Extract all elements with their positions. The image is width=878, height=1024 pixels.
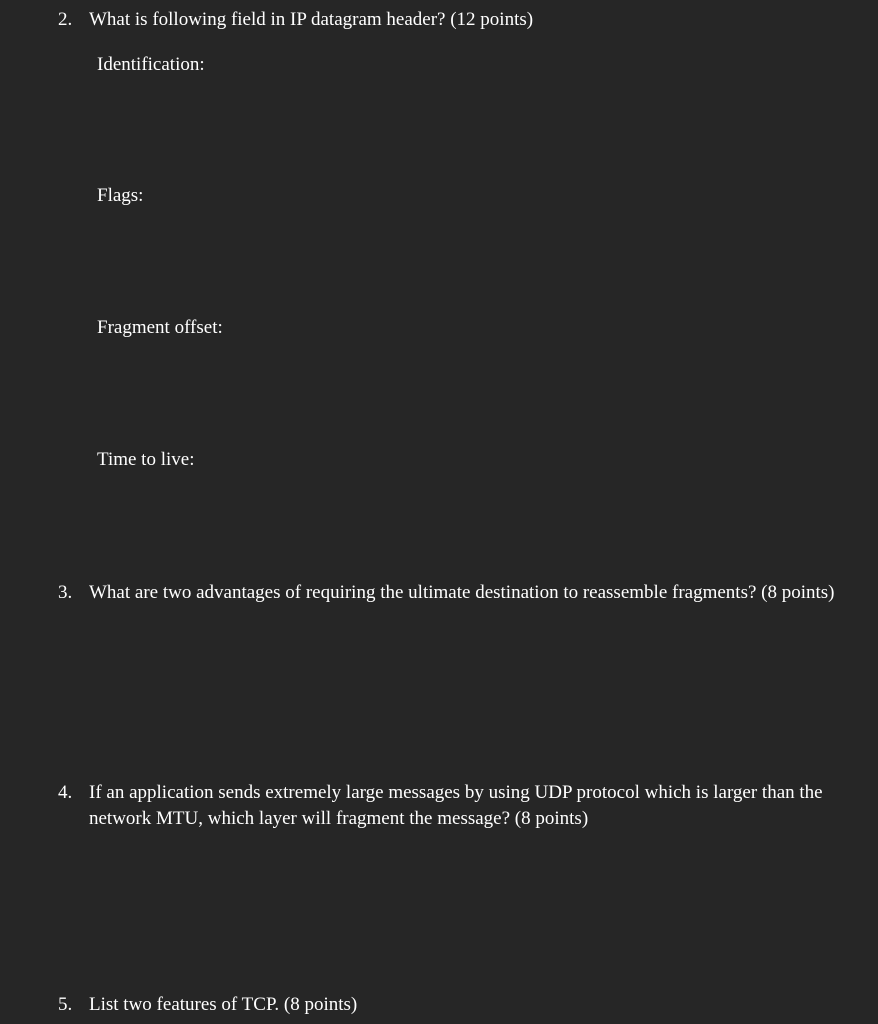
question-number: 3.: [58, 582, 73, 603]
question-3: [58, 580, 848, 606]
question-number: 4.: [58, 782, 73, 803]
question-5: [58, 992, 848, 1018]
question-text: What are two advantages of requiring the ultimate destination to reassemble fragments? (8 points): [89, 582, 835, 603]
field-identification: Identification:: [97, 54, 205, 75]
question-4: [58, 780, 848, 832]
question-text: If an application sends extremely large messages by using UDP protocol which is larger than the network MTU, which layer will fragment the message? (8 points): [89, 782, 823, 829]
field-flags: Flags:: [97, 185, 144, 206]
field-fragment-offset: Fragment offset:: [97, 317, 223, 338]
question-2: [58, 7, 848, 33]
question-number: 5.: [58, 994, 73, 1015]
question-text: What is following field in IP datagram header? (12 points): [89, 9, 534, 30]
question-number: 2.: [58, 9, 73, 30]
question-text: List two features of TCP. (8 points): [89, 994, 358, 1015]
field-time-to-live: Time to live:: [97, 449, 195, 470]
